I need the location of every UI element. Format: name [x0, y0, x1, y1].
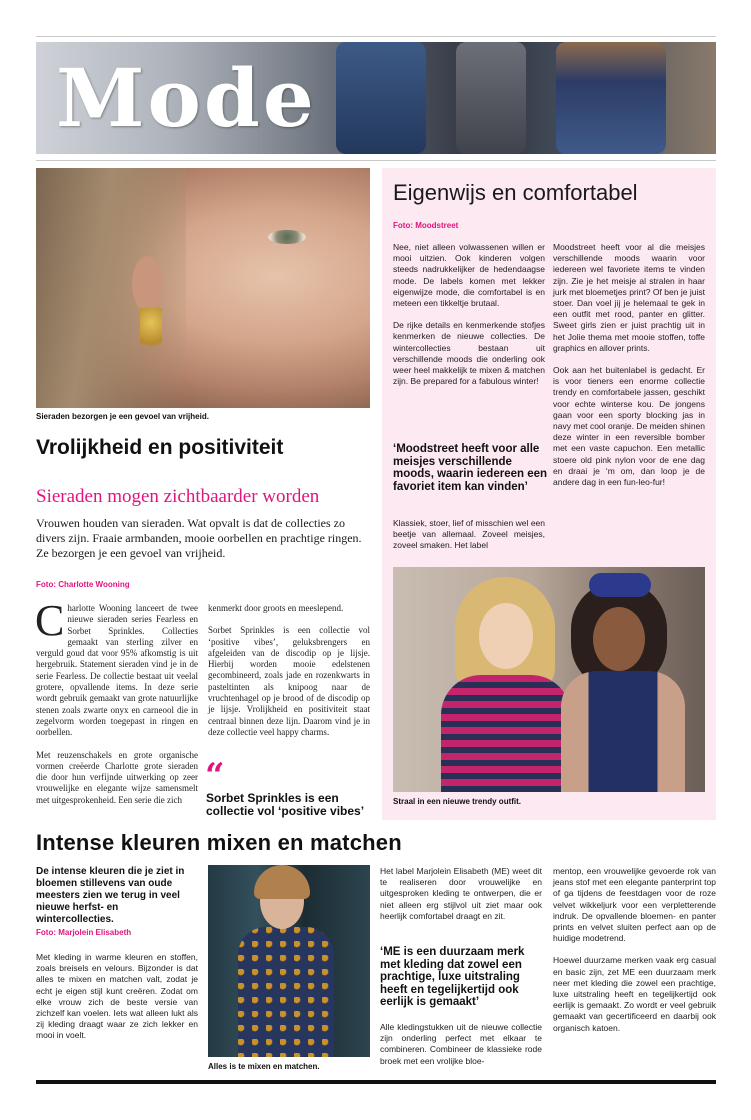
top-rule	[36, 36, 716, 37]
banner-bottom-rule	[36, 160, 716, 161]
mode-banner	[36, 42, 716, 154]
column-paragraph: Sorbet Sprinkles is een collectie vol ‘positive vibes’, geluksbrengers en afgeleiden van de discodip op je lijsje. Hierbij worden mooie edelstenen gecombineerd, zoals jade en rozenkwarts in pasteltinten als knipoog naar de vruchtenhagel op je brood of de discodip op je lijsje. Vrolijkheid en positiviteit staat centraal binnen deze lijn. Daarom vind je in deze collectie veel happy charms.	[208, 625, 370, 737]
column-paragraph: Ook aan het buitenlabel is gedacht. Er is voor tieners een enorme collectie trendy en comfortabele jassen, geschikt voor echte winterse kou. De jongens gaan voor een sporty blocking jas in navy met cool oranje. De meiden shinen deze winter in een reversible bomber met een vaste capuchon. Een metallic stoere old pink nylon voor de ene dag en draai je ‘m om, dan loop je de andere dag in een fun-leo-fur!	[553, 365, 705, 488]
pull-quote: ‘Moodstreet heeft voor alle meisjes verschillende moods, waarin iedereen een favoriet item kan vinden’	[393, 443, 548, 493]
panel-column-1	[393, 242, 545, 398]
section-credit: Foto: Marjolein Elisabeth	[36, 928, 132, 937]
pull-quote: ‘ME is een duurzaam merk met kleding dat zowel een prachtige, luxe uitstraling heeft en tegelijkertijd ook eerlijk is gemaakt’	[380, 946, 525, 1008]
section-lead: De intense kleuren die je ziet in bloemen stillevens van oude meesters zien we terug in veel nieuwe herfst- en wintercollecties.	[36, 866, 185, 925]
pull-quote: Sorbet Sprinkles is een collectie vol ‘positive vibes’	[206, 791, 365, 818]
column-paragraph: mentop, een vrouwelijke gevoerde rok van jeans stof met een elegante panterprint top of ga tijdens de feestdagen voor de roze velvet wikkeljurk voor een verpletterende indruk. De opvallende bloemen- en panter prints en velvet sluiten perfect aan op de huidige modetrend.	[553, 866, 716, 944]
banner-model-figure	[556, 42, 666, 154]
section-column-3-continued	[380, 1022, 542, 1078]
photo-girl-top	[561, 671, 685, 792]
drop-cap: C	[35, 596, 65, 645]
article-heading: Vrolijkheid en positiviteit	[36, 436, 284, 459]
article-column-2	[208, 603, 370, 749]
article-column-1	[35, 596, 198, 817]
banner-model-figure	[336, 42, 426, 154]
photo-ear	[132, 256, 162, 312]
photo-credit: Foto: Charlotte Wooning	[36, 580, 130, 589]
banner-title: Mode	[56, 51, 317, 145]
photo-girl-face	[479, 603, 533, 669]
woman-earring-photo	[36, 168, 370, 408]
photo3-caption: Alles is te mixen en matchen.	[208, 1062, 320, 1071]
column-paragraph: De rijke details en kenmerkende stofjes kenmerken de nieuwe collecties. De wintercollecties bestaan uit verschillende moods die onderling ook weer heel makkelijk te mixen & matchen zijn. Be prepared for a fabulous winter!	[393, 320, 545, 387]
column-paragraph: Klassiek, stoer, lief of misschien wel een beetje van allemaal. Zoveel meisjes, zoveel smaken. Het label	[393, 518, 545, 551]
column-paragraph: Hoewel duurzame merken vaak erg casual en basic zijn, zet ME een duurzaam merk neer met kleding die zowel een prachtige, luxe uitstraling heeft en tegelijkertijd ook eerlijk is gemaakt. Zo wordt er veel gebruik gemaakt van gecertificeerd en daarbij ook organisch katoen.	[553, 955, 716, 1033]
column-paragraph: Met reuzenschakels en grote organische vormen creëerde Charlotte grote sieraden die door hun verfijnde uitwerking op zeer vrouwelijke en elegante wijze samensmelt met uitgesprokenheid. Een serie die zich	[36, 749, 198, 805]
section-column-3	[380, 866, 542, 933]
photo-girl-top	[441, 675, 571, 792]
section-column-4	[553, 866, 716, 1045]
column-paragraph: Moodstreet heeft voor al die meisjes verschillende moods waarin voor iedereen wel favoriete items te vinden zijn. Zie je het meisje al stralen in haar jurk met bloemetjes print? Of ben je juist stoer. Dan voel jij je helemaal te gek in een outfit met rood, panter en glitter. Sweet girls zien er juist prachtig uit in het Jolie thema met mooie stoffen, toffe graphics en allover prints.	[553, 242, 705, 353]
column-paragraph: kenmerkt door groots en meeslepend.	[208, 603, 344, 613]
photo1-caption: Sieraden bezorgen je een gevoel van vrijheid.	[36, 412, 209, 421]
article-lead: Vrouwen houden van sieraden. Wat opvalt is dat de collecties zo divers zijn. Fraaie armbanden, mooie oorbellen en prachtige ringen. Ze bezorgen je een gevoel van vrijheid.	[36, 516, 362, 560]
photo-hair	[254, 865, 310, 899]
quote-mark-icon: “	[205, 756, 225, 796]
panel-title: Eigenwijs en comfortabel	[393, 180, 638, 205]
column-paragraph: Het label Marjolein Elisabeth (ME) weet dit te realiseren door vrouwelijke en uitgesproken kleding te ontwerpen, die er niet alleen erg stijlvol uit ziet maar ook heerlijk comfortabel draagt en zit.	[380, 866, 542, 921]
photo2-caption: Straal in een nieuwe trendy outfit.	[393, 797, 522, 806]
section-heading: Intense kleuren mixen en matchen	[36, 830, 402, 855]
panel-column-1-continued	[393, 518, 545, 563]
column-paragraph: harlotte Wooning lanceert de twee nieuwe sieraden series Fearless en Sorbet Sprinkles. Collecties gemaakt van sterling zilver en verguld goud dat voor 95% afkomstig is uit hergebruik. Statement sieraden vind je in de serie Fearless. De collectie bestaat uit veelal grotere, opvallende items. In deze serie wordt gebruik gemaakt van grote natuurlijke stenen zoals zwarte onyx en carneool die in zegelvorm worden toegepast in ringen en oorbellen.	[36, 603, 198, 738]
banner-model-figure	[456, 42, 526, 154]
article-subheading: Sieraden mogen zichtbaarder worden	[36, 486, 320, 507]
panel-credit: Foto: Moodstreet	[393, 221, 459, 230]
page-bottom-rule	[36, 1080, 716, 1084]
photo-eye	[268, 230, 306, 244]
section-column-1	[36, 952, 198, 1053]
column-paragraph: Met kleding in warme kleuren en stoffen, zoals breisels en velours. Bijzonder is dat alles te mixen en matchen valt, zodat je echt je eigen stijl kunt creëren. Zodat om elke vrouw zich de beste versie van zichzelf kan voelen. Iets wat alleen lukt als zij kleding draagt waar ze zich lekker en mooi in voelt.	[36, 952, 198, 1041]
photo-dress	[238, 927, 334, 1057]
photo-earring	[140, 308, 162, 356]
photo-girl-bow	[589, 573, 651, 597]
woman-dress-photo	[208, 865, 370, 1057]
photo-hair	[36, 168, 186, 408]
panel-column-2	[553, 242, 705, 499]
photo-girl-face	[593, 607, 645, 671]
column-paragraph: Nee, niet alleen volwassenen willen er mooi uitzien. Ook kinderen volgen steeds nadrukkelijker de hedendaagse mode. De labels komen met lekker eigenwijze mode, die comfortabel is en meteen een tikkeltje brutaal.	[393, 242, 545, 309]
column-paragraph: Alle kledingstukken uit de nieuwe collectie zijn onderling perfect met elkaar te combineren. Combineer de klassieke rode broek met een vrolijke bloe-	[380, 1022, 542, 1066]
girls-photo	[393, 567, 705, 792]
